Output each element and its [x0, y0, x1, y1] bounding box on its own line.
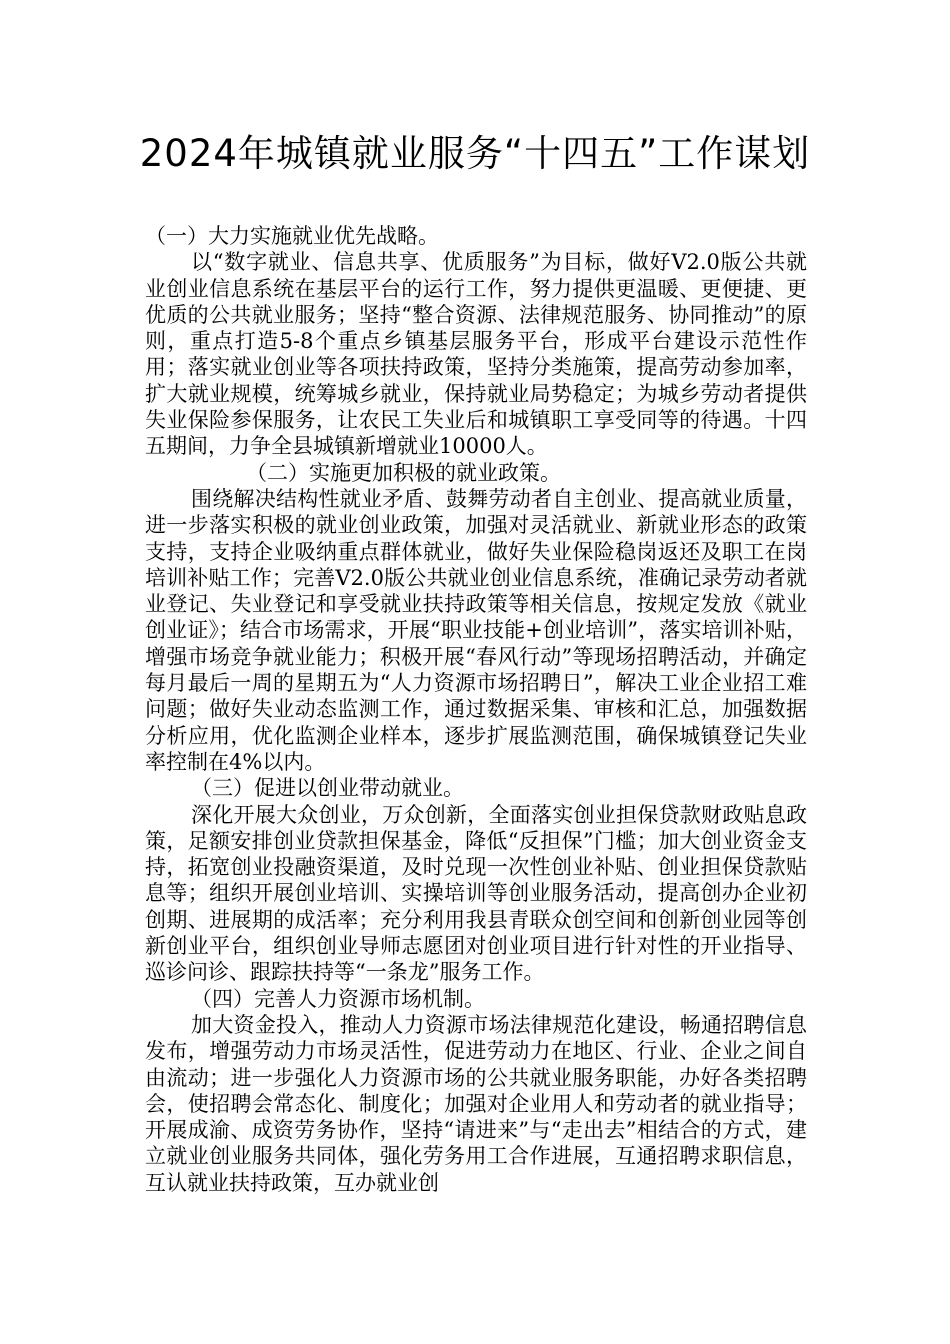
document-title: 2024年城镇就业服务“十四五”工作谋划 — [139, 132, 811, 175]
section-heading-4: （四）完善人力资源市场机制。 — [191, 986, 485, 1011]
document-body — [145, 223, 807, 1196]
section-paragraph-2: 围绕解决结构性就业矛盾、鼓舞劳动者自主创业、提高就业质量，进一步落实积极的就业创业政策，加强对灵活就业、新就业形态的政策支持，支持企业吸纳重点群体就业，做好失业保险稳岗返还及职工在岗培训补贴工作；完善V2.0版公共就业创业信息系统，准确记录劳动者就业登记、失业登记和享受就业扶持政策等相关信息，按规定发放《就业创业证》；结合市场需求，开展“职业技能+创业培训”，落实培训补贴，增强市场竞争就业能力；积极开展“春风行动”等现场招聘活动，并确定每月最后一周的星期五为“人力资源市场招聘日”，解决工业企业招工难问题；做好失业动态监测工作，通过数据采集、审核和汇总，加强数据分析应用，优化监测企业样本，逐步扩展监测范围，确保城镇登记失业率控制在4%以内。 — [145, 486, 807, 774]
section-paragraph-4: 加大资金投入，推动人力资源市场法律规范化建设，畅通招聘信息发布，增强劳动力市场灵活性，促进劳动力在地区、行业、企业之间自由流动；进一步强化人力资源市场的公共就业服务职能，办好各类招聘会，使招聘会常态化、制度化；加强对企业用人和劳动者的就业指导；开展成渝、成资劳务协作，坚持“请进来”与“走出去”相结合的方式，建立就业创业服务共同体，强化劳务用工合作进展，互通招聘求职信息，互认就业扶持政策，互办就业创 — [145, 1012, 807, 1195]
section-heading-2: （二）实施更加积极的就业政策。 — [246, 460, 561, 485]
section-paragraph-1: 以“数字就业、信息共享、优质服务”为目标，做好V2.0版公共就业创业信息系统在基层平台的运行工作，努力提供更温暖、更便捷、更优质的公共就业服务；坚持“整合资源、法律规范服务、协同推动”的原则，重点打造5-8个重点乡镇基层服务平台，形成平台建设示范性作用；落实就业创业等各项扶持政策，坚持分类施策，提高劳动参加率，扩大就业规模，统筹城乡就业，保持就业局势稳定；为城乡劳动者提供失业保险参保服务，让农民工失业后和城镇职工享受同等的待遇。十四五期间，力争全县城镇新增就业10000人。 — [145, 250, 807, 459]
section-heading-1: （一）大力实施就业优先战略。 — [145, 224, 439, 248]
section-paragraph-3: 深化开展大众创业，万众创新，全面落实创业担保贷款财政贴息政策，足额安排创业贷款担保基金，降低“反担保”门槛；加大创业资金支持，拓宽创业投融资渠道，及时兑现一次性创业补贴、创业担保贷款贴息等；组织开展创业培训、实操培训等创业服务活动，提高创办企业初创期、进展期的成活率；充分利用我县青联众创空间和创新创业园等创新创业平台，组织创业导师志愿团对创业项目进行针对性的开业指导、巡诊问诊、跟踪扶持等“一条龙”服务工作。 — [145, 802, 807, 985]
section-heading-3: （三）促进以创业带动就业。 — [191, 776, 464, 801]
